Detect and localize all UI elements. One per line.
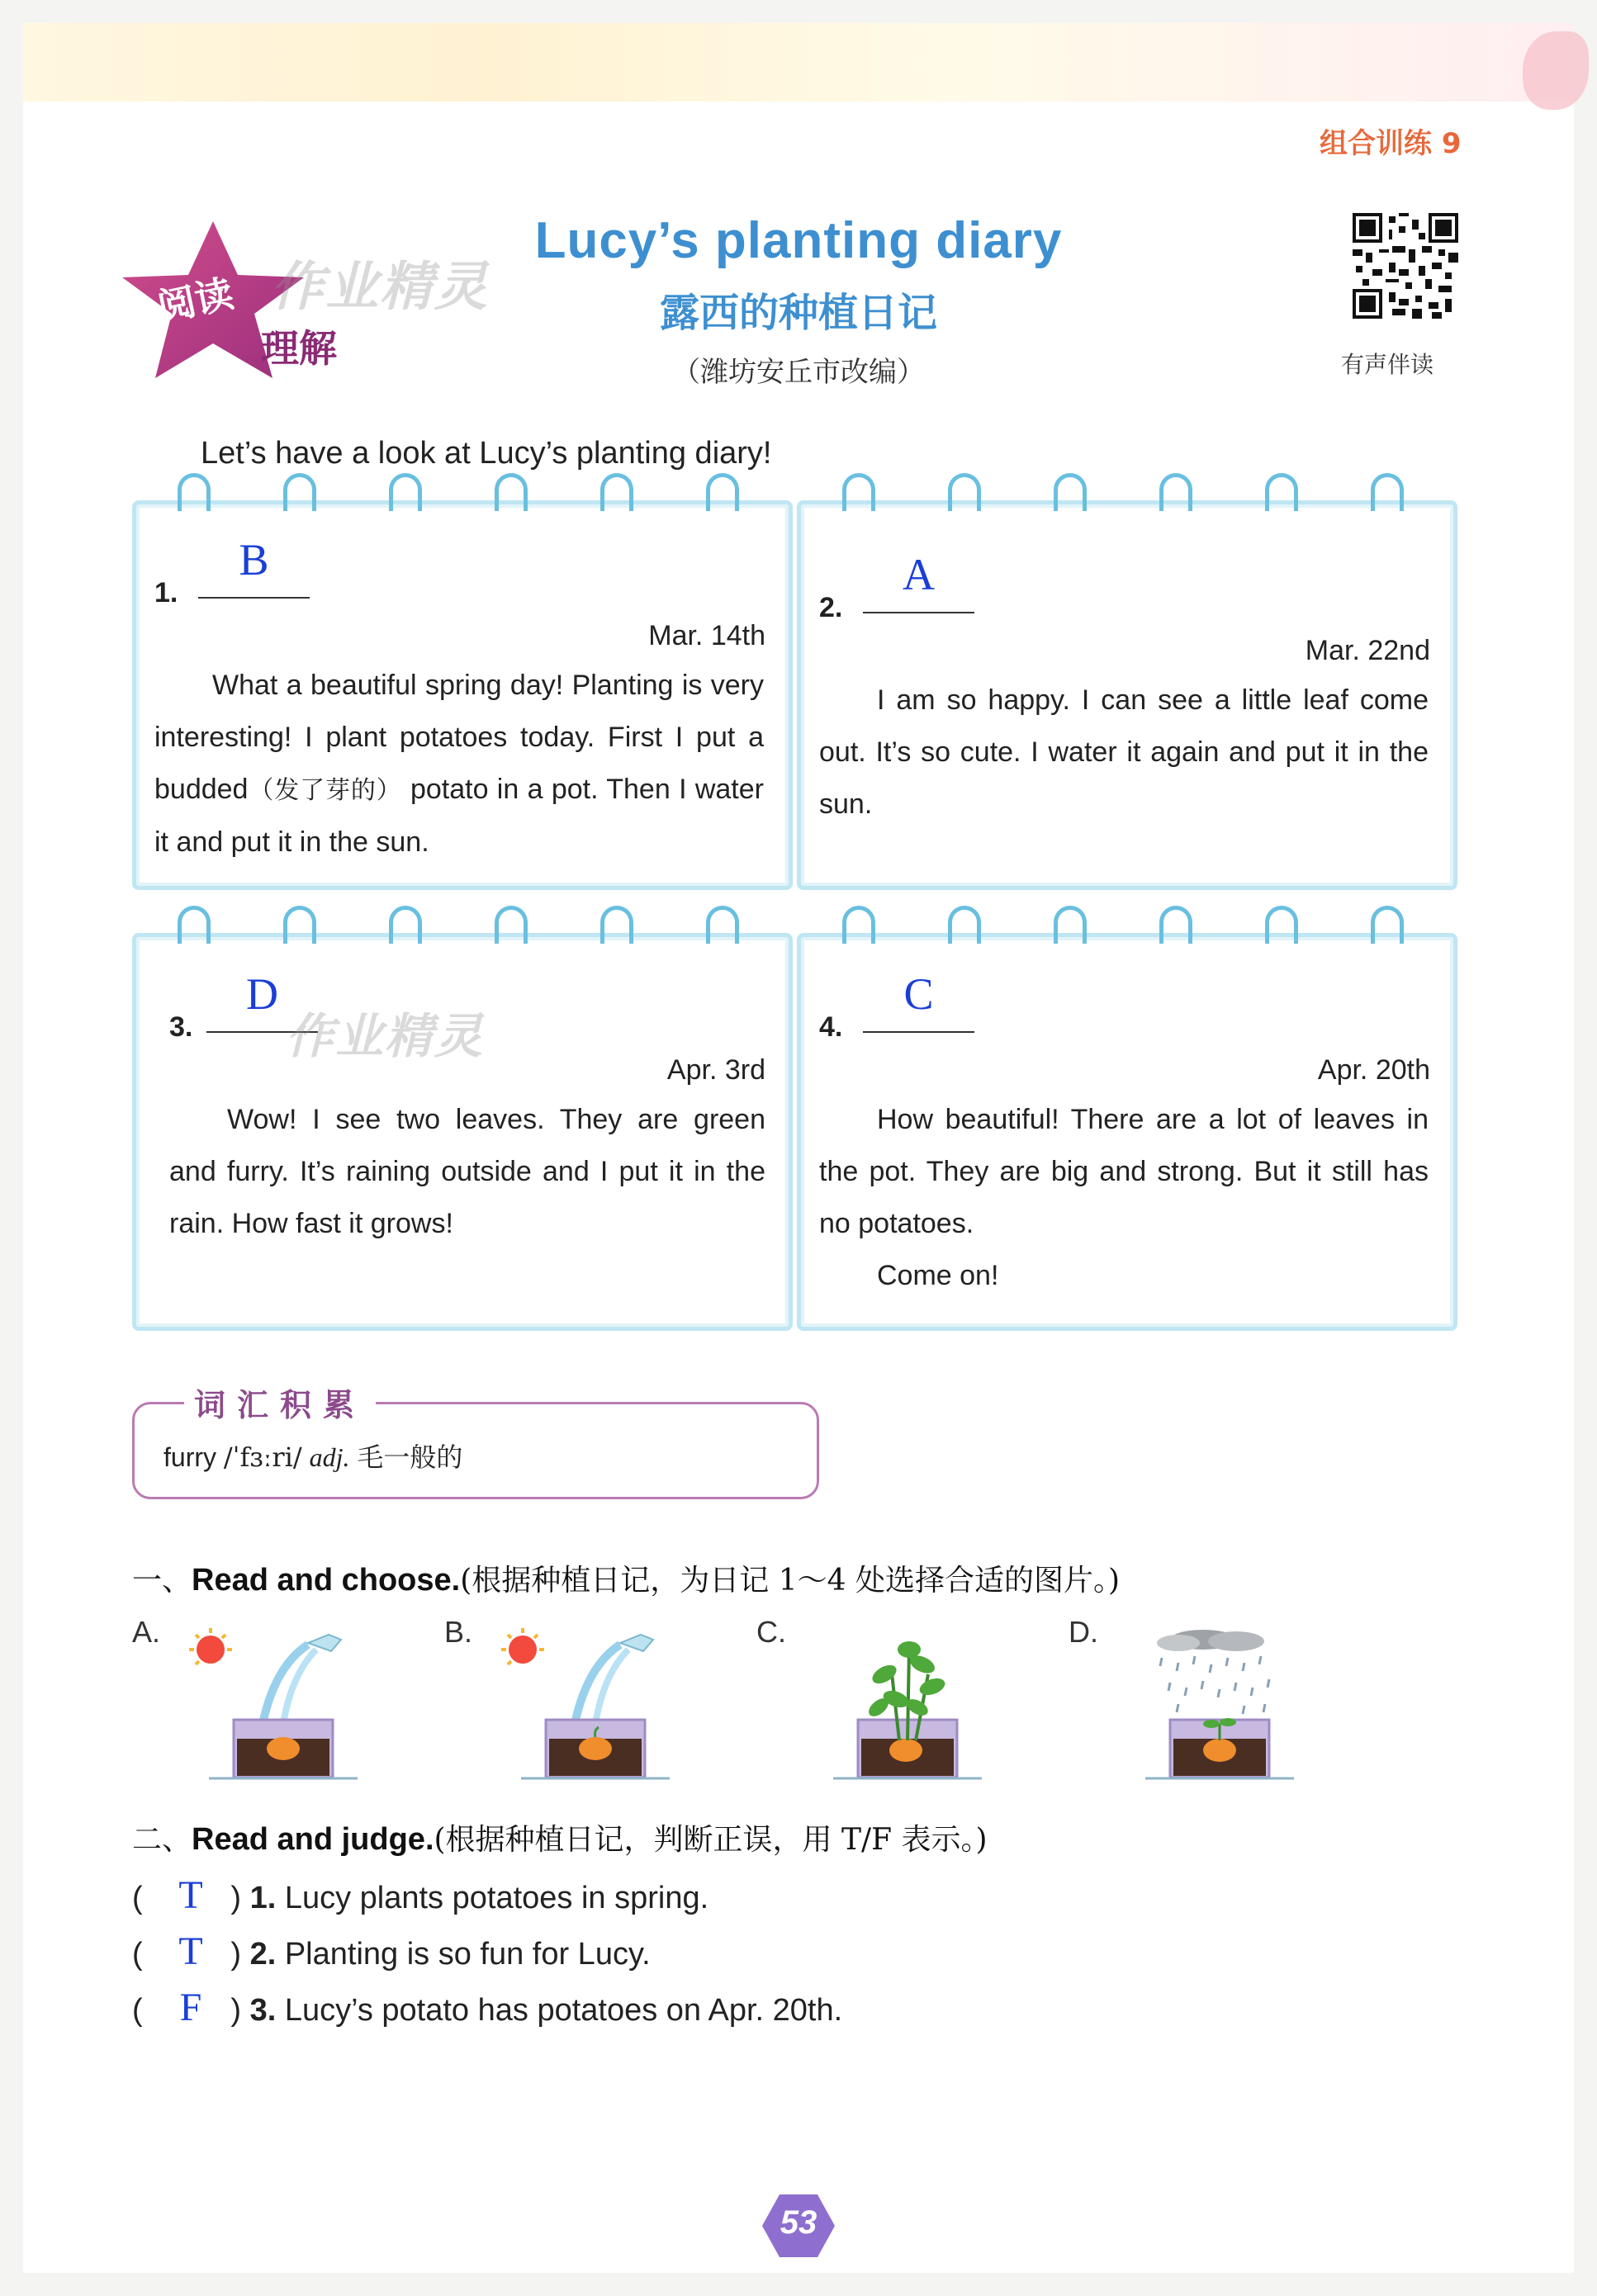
binder-rings <box>136 473 789 511</box>
watering-in-sun-icon[interactable] <box>184 1625 382 1790</box>
judge-number: 3. <box>249 1993 277 2028</box>
vocab-phonetic: /ˈfɜːri/ <box>223 1442 302 1473</box>
intro-text: Let’s have a look at Lucy’s planting diary! <box>201 436 772 471</box>
judge-statement: Lucy plants potatoes in spring. <box>284 1881 709 1915</box>
option-c-label: C. <box>756 1615 786 1649</box>
diary-card-3 <box>132 933 793 1331</box>
card-date: Mar. 14th <box>648 620 765 651</box>
card-body: I am so happy. I can see a little leaf come out. It’s so cute. I water it again and put it in the sun. <box>819 684 1429 820</box>
grown-plant-icon[interactable] <box>808 1625 1007 1790</box>
judge-item-1: ( T ) 1. Lucy plants potatoes in spring. <box>132 1873 709 1917</box>
watering-seedling-in-sun-icon[interactable] <box>496 1625 694 1790</box>
card-answer[interactable]: B <box>239 535 269 585</box>
vocab-meaning: 毛一般的 <box>357 1442 463 1473</box>
card-body-text-b: potato in a pot. Then I water it and put it in the sun. <box>154 774 764 858</box>
section-tag: 组合训练 9 <box>1320 127 1462 160</box>
judge-statement: Lucy’s potato has potatoes on Apr. 20th. <box>284 1993 843 2028</box>
vocab-entry <box>163 1437 462 1475</box>
card-answer[interactable]: A <box>903 550 935 599</box>
watermark: 作业精灵 <box>286 1008 485 1064</box>
diary-card-2 <box>797 500 1457 890</box>
option-d-label: D. <box>1069 1615 1098 1649</box>
badge-label-comprehension: 理解 <box>261 326 337 371</box>
card-number: 1. <box>154 577 178 608</box>
binder-rings <box>801 906 1453 944</box>
worksheet-page <box>23 23 1574 2273</box>
qr-code-label: 有声伴读 <box>1341 351 1434 378</box>
card-body-closing: Come on! <box>877 1260 999 1291</box>
card-body: Wow! I see two leaves. They are green and furry. It’s raining outside and I put it in the rain. How fast it grows! <box>169 1104 765 1239</box>
card-answer[interactable]: D <box>246 969 278 1019</box>
title-source: （潍坊安丘市改编） <box>672 356 925 389</box>
badge-label-read: 阅读 <box>154 270 238 330</box>
corner-decoration <box>1523 31 1589 110</box>
card-answer[interactable]: C <box>903 969 934 1019</box>
card-body: How beautiful! There are a lot of leaves in the pot. They are big and strong. But it still has no potatoes. <box>819 1104 1429 1239</box>
part1-instruction: (根据种植日记，为日记 1～4 处选择合适的图片。) <box>460 1564 1121 1598</box>
part1-title: Read and choose. <box>192 1563 461 1598</box>
answer-blank[interactable] <box>863 1031 974 1033</box>
card-body-text-a: What a beautiful spring day! Planting is very interesting! I plant potatoes today. First I put a budded <box>154 670 764 805</box>
card-body <box>154 660 764 869</box>
title-chinese: 露西的种植日记 <box>659 290 937 336</box>
judge-number: 1. <box>249 1881 277 1915</box>
card-date: Apr. 20th <box>1317 1054 1430 1086</box>
page-number: 53 <box>780 2204 817 2241</box>
part2-prefix: 二、 <box>132 1823 192 1857</box>
part1-heading <box>132 1557 1120 1599</box>
card-number: 4. <box>819 1011 843 1043</box>
diary-card-4 <box>797 933 1457 1331</box>
answer-blank[interactable] <box>198 597 310 599</box>
binder-rings <box>801 473 1453 511</box>
option-a-label: A. <box>132 1615 161 1649</box>
judge-answer[interactable]: F <box>179 1986 202 2029</box>
part2-instruction: (根据种植日记，判断正误，用 T/F 表示。) <box>434 1823 988 1857</box>
top-decoration <box>23 23 1574 102</box>
vocab-word: furry <box>163 1442 216 1472</box>
qr-code-icon[interactable] <box>1353 213 1458 319</box>
watermark: 作业精灵 <box>271 257 489 318</box>
part2-heading <box>132 1816 988 1858</box>
card-date: Mar. 22nd <box>1305 635 1430 666</box>
plant-in-rain-icon[interactable] <box>1121 1625 1319 1790</box>
vocab-pos: adj. <box>309 1442 350 1472</box>
part2-title: Read and judge. <box>192 1822 434 1857</box>
judge-statement: Planting is so fun for Lucy. <box>284 1937 651 1972</box>
judge-number: 2. <box>249 1937 277 1972</box>
card-number: 2. <box>819 592 843 623</box>
diary-card-1 <box>132 500 793 890</box>
title-english: Lucy’s planting diary <box>534 212 1063 269</box>
judge-answer[interactable]: T <box>178 1929 203 1973</box>
card-date: Apr. 3rd <box>666 1054 765 1086</box>
answer-blank[interactable] <box>863 612 974 613</box>
judge-answer[interactable]: T <box>178 1873 203 1917</box>
card-number: 3. <box>169 1011 193 1043</box>
part1-prefix: 一、 <box>132 1564 192 1598</box>
judge-item-2: ( T ) 2. Planting is so fun for Lucy. <box>132 1929 651 1973</box>
binder-rings <box>136 906 789 944</box>
card-body-gloss: （发了芽的） <box>248 776 402 805</box>
vocab-title: 词汇积累 <box>184 1380 376 1425</box>
option-b-label: B. <box>444 1615 473 1649</box>
judge-item-3: ( F ) 3. Lucy’s potato has potatoes on Apr. 20th. <box>132 1986 843 2029</box>
